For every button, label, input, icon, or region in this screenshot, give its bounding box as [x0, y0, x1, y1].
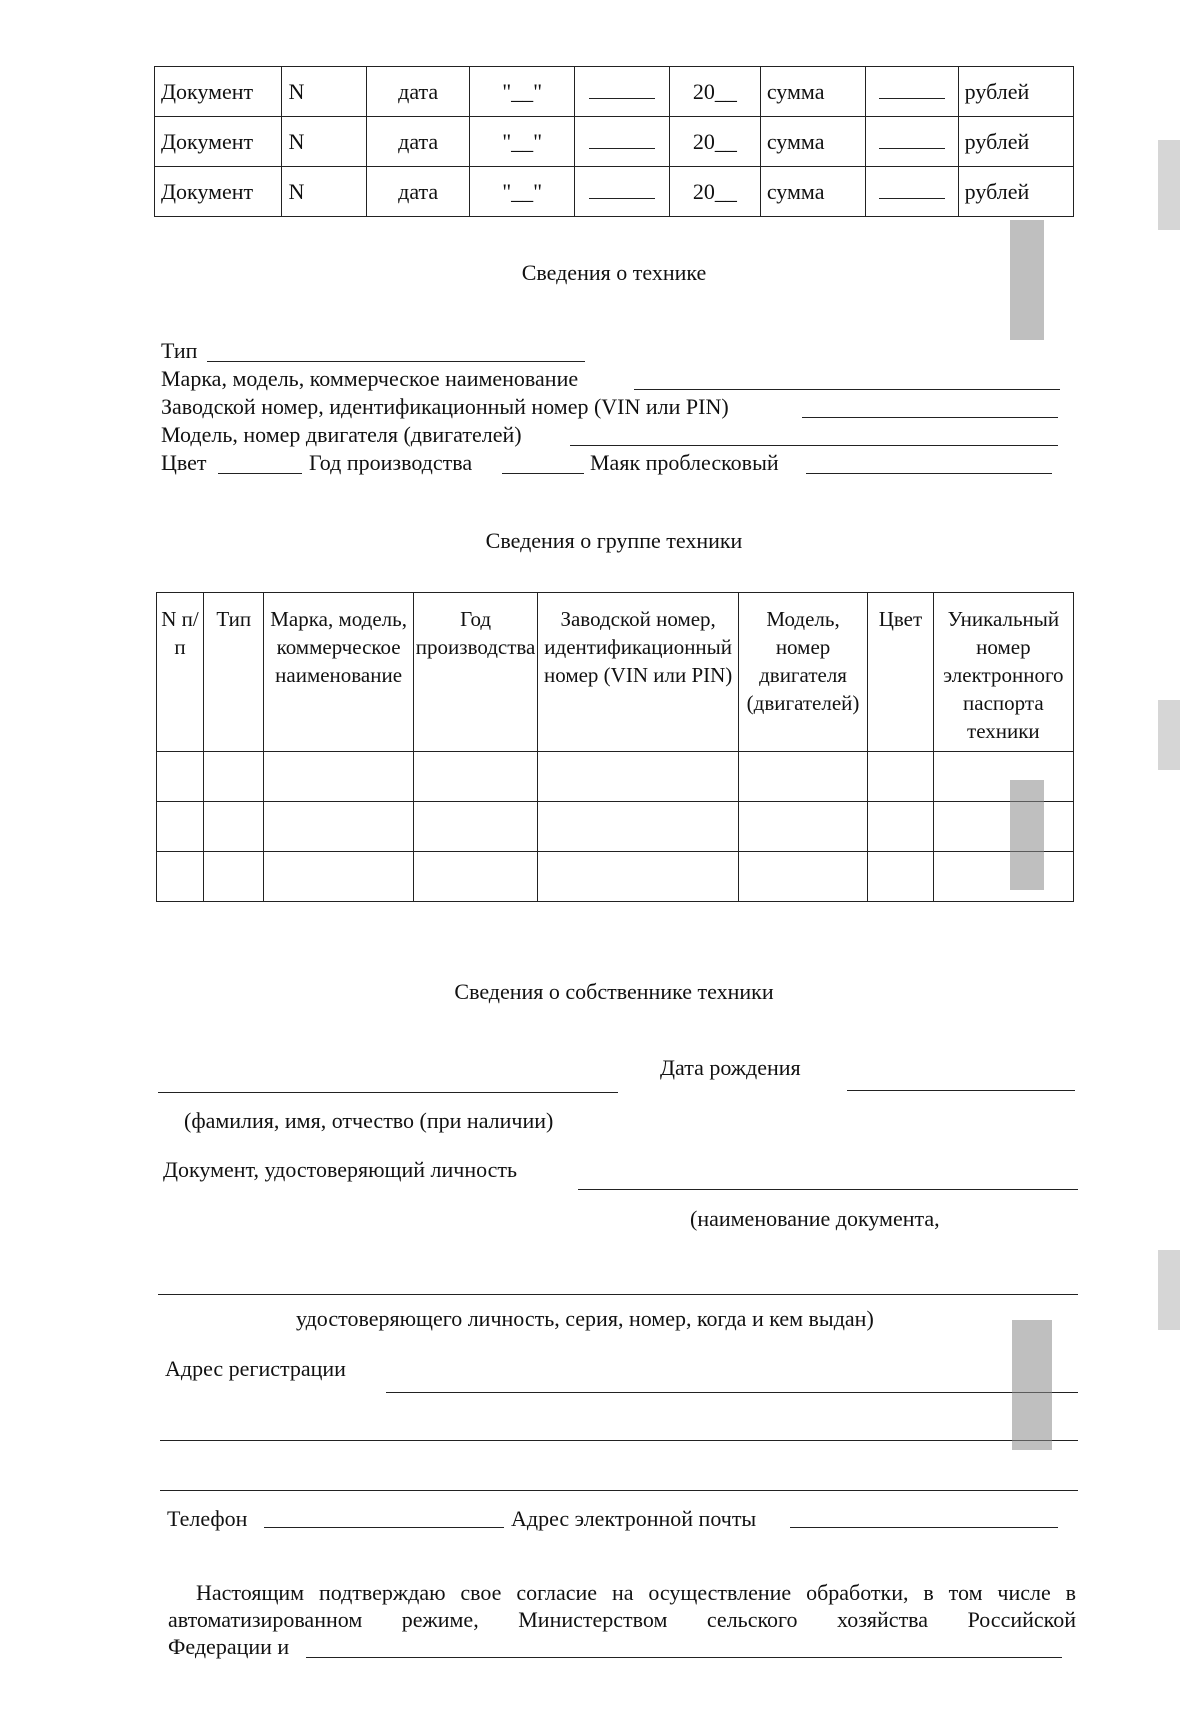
owner-heading: Сведения о собственнике техники	[454, 979, 774, 1004]
group-heading: Сведения о группе техники	[485, 528, 743, 553]
owner-id-caption-2: удостоверяющего личность, серия, номер, когда и кем выдан)	[296, 1306, 874, 1331]
equipment-beacon-field[interactable]	[806, 473, 1052, 474]
table-cell[interactable]	[157, 802, 204, 852]
document-month-field[interactable]	[575, 117, 670, 167]
scan-artifact	[1158, 700, 1180, 770]
scan-artifact	[1158, 1250, 1180, 1330]
document-year-field[interactable]: 20__	[670, 117, 761, 167]
equipment-type-field[interactable]	[207, 361, 585, 362]
owner-id-doc-field[interactable]	[578, 1189, 1078, 1190]
document-sum-field[interactable]	[865, 67, 958, 117]
owner-address-field-2[interactable]	[160, 1440, 1078, 1441]
table-cell[interactable]	[264, 752, 413, 802]
column-passport-number: Уникальный номер электронного паспорта техники	[933, 593, 1073, 752]
table-cell[interactable]	[738, 802, 867, 852]
equipment-engine-field[interactable]	[570, 445, 1058, 446]
consent-line-1: Настоящим подтверждаю свое согласие на осуществление обработки, в том числе в	[196, 1580, 1076, 1605]
equipment-color-label: Цвет	[161, 450, 207, 475]
consent-line-2: автоматизированном режиме, Министерством сельского хозяйства Российской	[168, 1607, 1076, 1632]
document-date-label: дата	[367, 167, 470, 217]
equipment-year-label: Год производства	[309, 450, 473, 475]
column-type: Тип	[204, 593, 264, 752]
document-year-field[interactable]: 20__	[670, 67, 761, 117]
document-date-label: дата	[367, 117, 470, 167]
equipment-type-row	[161, 338, 197, 364]
column-year: Год производства	[413, 593, 538, 752]
table-cell[interactable]	[868, 852, 934, 902]
document-sum-label: сумма	[760, 67, 865, 117]
document-day-field[interactable]: "__"	[470, 167, 575, 217]
document-rows-body	[155, 67, 1074, 217]
consent-organization-field[interactable]	[306, 1657, 1062, 1658]
table-cell[interactable]	[204, 852, 264, 902]
owner-address-field-3[interactable]	[160, 1490, 1078, 1491]
document-row	[155, 167, 1074, 217]
owner-address-label: Адрес регистрации	[165, 1356, 346, 1381]
document-sum-field[interactable]	[865, 117, 958, 167]
document-currency-label: рублей	[958, 117, 1073, 167]
table-cell[interactable]	[538, 802, 739, 852]
document-number-label: N	[282, 67, 367, 117]
document-number-label: N	[282, 167, 367, 217]
document-label: Документ	[155, 167, 282, 217]
table-cell[interactable]	[738, 752, 867, 802]
equipment-serial-label: Заводской номер, идентификационный номер (VIN или PIN)	[161, 394, 729, 419]
document-row	[155, 117, 1074, 167]
equipment-year-field[interactable]	[502, 473, 584, 474]
owner-birth-label: Дата рождения	[660, 1055, 801, 1080]
document-currency-label: рублей	[958, 167, 1073, 217]
document-currency-label: рублей	[958, 67, 1073, 117]
owner-address-field[interactable]	[386, 1392, 1078, 1393]
equipment-serial-field[interactable]	[802, 417, 1058, 418]
scan-artifact	[1010, 220, 1044, 340]
consent-line-3: Федерации и	[168, 1634, 290, 1659]
owner-id-doc-label: Документ, удостоверяющий личность	[163, 1157, 518, 1182]
equipment-color-field[interactable]	[218, 473, 302, 474]
document-day-field[interactable]: "__"	[470, 67, 575, 117]
document-row	[155, 67, 1074, 117]
owner-email-field[interactable]	[790, 1527, 1058, 1528]
table-cell[interactable]	[538, 752, 739, 802]
document-sum-label: сумма	[760, 117, 865, 167]
document-year-field[interactable]: 20__	[670, 167, 761, 217]
scan-artifact	[1012, 1320, 1052, 1450]
equipment-heading: Сведения о технике	[521, 260, 707, 285]
table-cell[interactable]	[264, 802, 413, 852]
owner-name-field[interactable]	[158, 1092, 618, 1093]
table-cell[interactable]	[204, 752, 264, 802]
table-cell[interactable]	[868, 752, 934, 802]
owner-id-caption-1: (наименование документа,	[690, 1206, 940, 1231]
table-row	[157, 852, 1074, 902]
table-cell[interactable]	[264, 852, 413, 902]
document-sum-field[interactable]	[865, 167, 958, 217]
owner-birth-field[interactable]	[847, 1090, 1075, 1091]
table-cell[interactable]	[933, 752, 1073, 802]
equipment-type-label: Тип	[161, 338, 198, 363]
owner-phone-field[interactable]	[264, 1527, 504, 1528]
table-row	[157, 802, 1074, 852]
document-number-label: N	[282, 117, 367, 167]
column-serial: Заводской номер, идентификационный номер (VIN или PIN)	[538, 593, 739, 752]
table-cell[interactable]	[157, 752, 204, 802]
document-month-field[interactable]	[575, 67, 670, 117]
column-number: N п/п	[157, 593, 204, 752]
table-cell[interactable]	[868, 802, 934, 852]
table-cell[interactable]	[157, 852, 204, 902]
owner-id-doc-field-2[interactable]	[158, 1294, 1078, 1295]
equipment-beacon-label: Маяк проблесковый	[590, 450, 779, 475]
owner-name-caption: (фамилия, имя, отчество (при наличии)	[184, 1108, 554, 1133]
group-table-header-row	[157, 593, 1074, 752]
document-rows-table	[154, 66, 1074, 217]
equipment-brand-field[interactable]	[634, 389, 1060, 390]
equipment-group-table	[156, 592, 1074, 902]
table-cell[interactable]	[204, 802, 264, 852]
owner-phone-label: Телефон	[167, 1506, 248, 1531]
column-color: Цвет	[868, 593, 934, 752]
column-engine: Модель, номер двигателя (двигателей)	[738, 593, 867, 752]
document-label: Документ	[155, 117, 282, 167]
document-label: Документ	[155, 67, 282, 117]
equipment-brand-label: Марка, модель, коммерческое наименование	[161, 366, 579, 391]
column-brand: Марка, модель, коммерческое наименование	[264, 593, 413, 752]
table-cell[interactable]	[538, 852, 739, 902]
scan-artifact	[1010, 780, 1044, 890]
table-cell[interactable]	[933, 802, 1073, 852]
document-sum-label: сумма	[760, 167, 865, 217]
document-date-label: дата	[367, 67, 470, 117]
table-cell[interactable]	[413, 852, 538, 902]
equipment-engine-label: Модель, номер двигателя (двигателей)	[161, 422, 522, 447]
owner-email-label: Адрес электронной почты	[511, 1506, 757, 1531]
document-day-field[interactable]: "__"	[470, 117, 575, 167]
scan-artifact	[1158, 140, 1180, 230]
table-cell[interactable]	[413, 802, 538, 852]
document-month-field[interactable]	[575, 167, 670, 217]
table-cell[interactable]	[933, 852, 1073, 902]
table-row	[157, 752, 1074, 802]
table-cell[interactable]	[738, 852, 867, 902]
table-cell[interactable]	[413, 752, 538, 802]
